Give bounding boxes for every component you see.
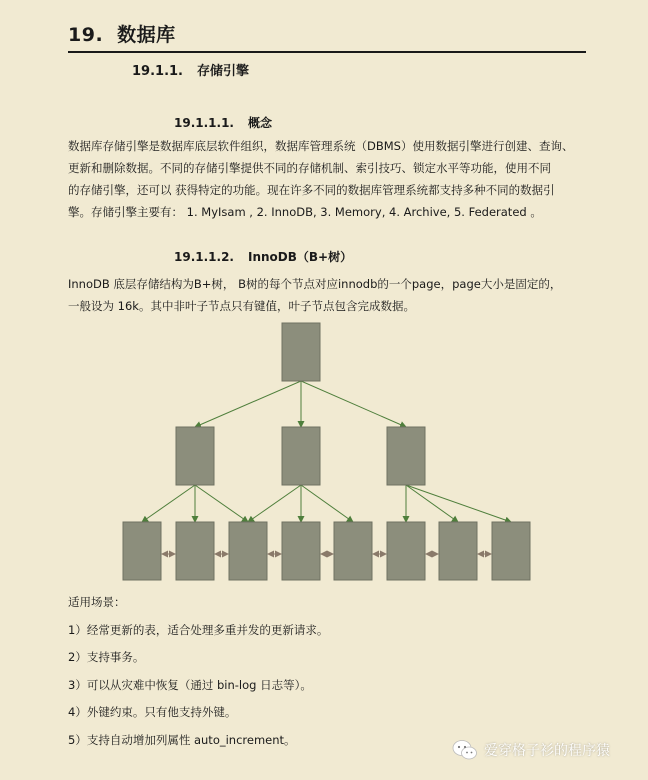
heading-number: 19.1.1.1. <box>174 116 234 130</box>
paragraph-line: 更新和删除数据。不同的存储引擎提供不同的存储机制、索引技巧、锁定水平等功能，使用不同 <box>68 161 551 175</box>
tree-leaf-node <box>439 522 477 580</box>
tree-leaf-node <box>123 522 161 580</box>
paragraph-line: 的存储引擎，还可以 获得特定的功能。现在许多不同的数据库管理系统都支持多种不同的数据引 <box>68 183 555 197</box>
scenario-item: 1）经常更新的表，适合处理多重并发的更新请求。 <box>68 622 329 637</box>
heading-title: 数据库 <box>117 24 176 46</box>
paragraph-line: 数据库存储引擎是数据库底层软件组织，数据库管理系统（DBMS）使用数据引擎进行创建、查询、 <box>68 139 574 153</box>
tree-leaf-node <box>229 522 267 580</box>
wechat-icon <box>452 739 478 761</box>
paragraph-line: 一般设为 16k。其中非叶子节点只有键值，叶子节点包含完成数据。 <box>68 299 415 313</box>
tree-inner-node <box>176 427 214 485</box>
wechat-watermark <box>452 737 610 763</box>
scenario-list <box>68 591 568 756</box>
watermark-text: 爱穿格子衫的程序猿 <box>484 743 610 759</box>
heading-title: 概念 <box>247 116 272 130</box>
tree-leaf-node <box>282 522 320 580</box>
heading-number: 19. <box>68 24 104 46</box>
heading-title: InnoDB（B+树） <box>247 250 353 264</box>
heading-title: 存储引擎 <box>197 64 250 79</box>
paragraph-line: 擎。存储引擎主要有： 1. MyIsam , 2. InnoDB, 3. Memory, 4. Archive, 5. Federated 。 <box>68 205 542 219</box>
scenario-title: 适用场景： <box>68 595 126 609</box>
tree-edge <box>142 485 195 522</box>
tree-leaf-node <box>176 522 214 580</box>
paragraph-line: InnoDB 底层存储结构为B+树， B树的每个节点对应innodb的一个page，page大小是固定的， <box>68 277 562 291</box>
tree-edge <box>301 381 406 427</box>
scenario-item: 5）支持自动增加列属性 auto_increment。 <box>68 732 296 747</box>
tree-edge <box>248 485 301 522</box>
heading-number: 19.1.1. <box>132 64 183 79</box>
tree-leaf-node <box>387 522 425 580</box>
tree-edge <box>406 485 511 522</box>
scenario-item: 2）支持事务。 <box>68 650 145 664</box>
tree-edge <box>301 485 353 522</box>
tree-inner-node <box>387 427 425 485</box>
tree-root-node <box>282 323 320 381</box>
scenario-item: 4）外键约束。只有他支持外键。 <box>68 705 237 719</box>
tree-edge <box>406 485 458 522</box>
tree-inner-node <box>282 427 320 485</box>
tree-leaf-node <box>334 522 372 580</box>
tree-leaf-node <box>492 522 530 580</box>
tree-edge <box>195 485 248 522</box>
heading-number: 19.1.1.2. <box>174 250 234 264</box>
scenario-item: 3）可以从灾难中恢复（通过 bin-log 日志等）。 <box>68 677 312 692</box>
tree-edge <box>195 381 301 427</box>
